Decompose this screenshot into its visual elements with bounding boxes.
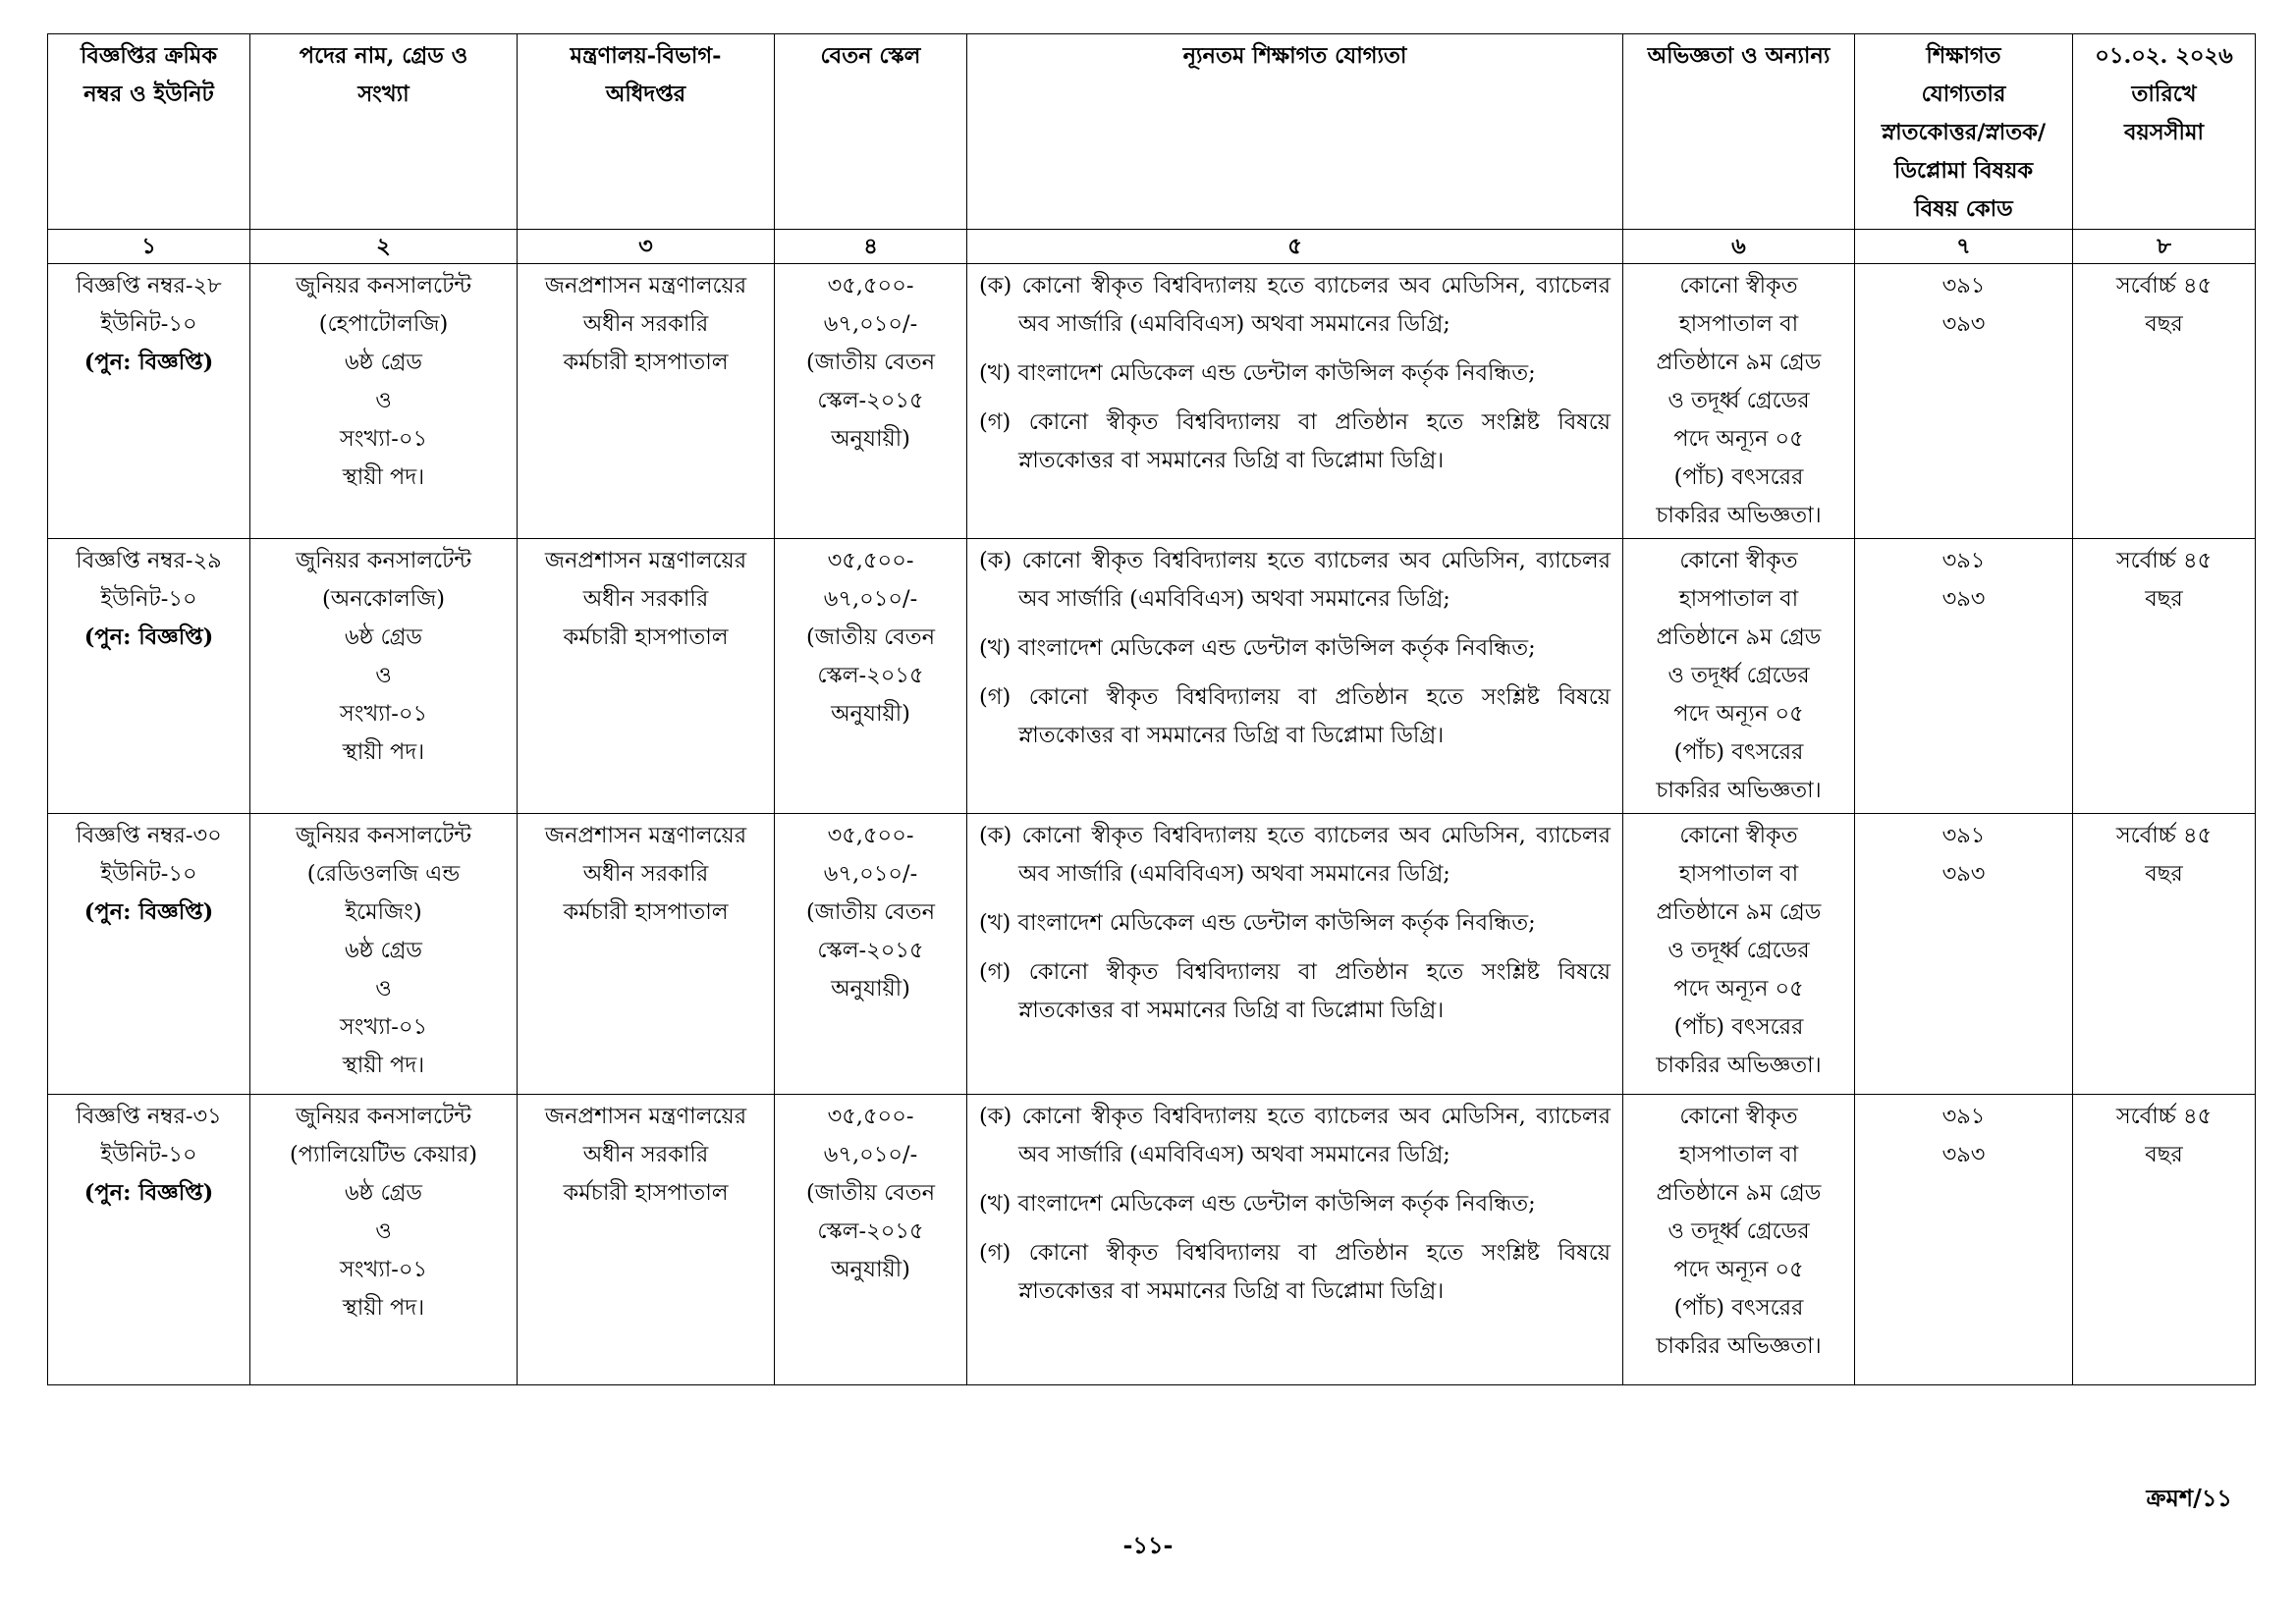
- table-row: [48, 264, 2256, 539]
- column-number: ৭: [1855, 230, 2073, 264]
- notice-cell: বিজ্ঞপ্তি নম্বর-২৮ ইউনিট-১০ (পুন: বিজ্ঞপ্তি): [48, 264, 250, 539]
- qualification-item: (খ) বাংলাদেশ মেডিকেল এন্ড ডেন্টাল কাউন্সিল কর্তৃক নিবন্ধিত;: [979, 1191, 1536, 1217]
- qualification-item: (ক) কোনো স্বীকৃত বিশ্ববিদ্যালয় হতে ব্যাচেলর অব মেডিসিন, ব্যাচেলর অব সার্জারি (এমবিবিএস) অথবা সমমানের ডিগ্রি;: [979, 548, 1611, 612]
- qualification-item: (ক) কোনো স্বীকৃত বিশ্ববিদ্যালয় হতে ব্যাচেলর অব মেডিসিন, ব্যাচেলর অব সার্জারি (এমবিবিএস) অথবা সমমানের ডিগ্রি;: [979, 823, 1611, 887]
- ministry-cell: জনপ্রশাসন মন্ত্রণালয়ের অধীন সরকারি কর্মচারী হাসপাতাল: [518, 539, 775, 814]
- qualification-item: (ক) কোনো স্বীকৃত বিশ্ববিদ্যালয় হতে ব্যাচেলর অব মেডিসিন, ব্যাচেলর অব সার্জারি (এমবিবিএস) অথবা সমমানের ডিগ্রি;: [979, 1104, 1611, 1167]
- column-number: ৩: [518, 230, 775, 264]
- ministry-cell: জনপ্রশাসন মন্ত্রণালয়ের অধীন সরকারি কর্মচারী হাসপাতাল: [518, 1095, 775, 1385]
- ministry-cell: জনপ্রশাসন মন্ত্রণালয়ের অধীন সরকারি কর্মচারী হাসপাতাল: [518, 814, 775, 1095]
- post-cell: জুনিয়র কনসালটেন্ট (হেপাটোলজি) ৬ষ্ঠ গ্রেড ও সংখ্যা-০১ স্থায়ী পদ।: [250, 264, 518, 539]
- column-number-row: [48, 230, 2256, 264]
- header-experience: অভিজ্ঞতা ও অন্যান্য: [1623, 34, 1855, 230]
- pay-scale-cell: ৩৫,৫০০- ৬৭,০১০/- (জাতীয় বেতন স্কেল-২০১৫ অনুযায়ী): [775, 539, 967, 814]
- pay-scale-cell: ৩৫,৫০০- ৬৭,০১০/- (জাতীয় বেতন স্কেল-২০১৫ অনুযায়ী): [775, 264, 967, 539]
- experience-cell: কোনো স্বীকৃত হাসপাতাল বা প্রতিষ্ঠানে ৯ম গ্রেড ও তদূর্ধ্ব গ্রেডের পদে অন্যূন ০৫ (পাঁচ) বৎসরের চাকরির অভিজ্ঞতা।: [1623, 814, 1855, 1095]
- column-number: ৮: [2073, 230, 2256, 264]
- age-limit-cell: সর্বোর্চ্চ ৪৫ বছর: [2073, 539, 2256, 814]
- qualification-cell: [967, 264, 1623, 539]
- page-number: -১১-: [1122, 1531, 1174, 1559]
- qualification-cell: [967, 814, 1623, 1095]
- qualification-item: (গ) কোনো স্বীকৃত বিশ্ববিদ্যালয় বা প্রতিষ্ঠান হতে সংশ্লিষ্ট বিষয়ে স্নাতকোত্তর বা সমমানের ডিগ্রি বা ডিপ্লোমা ডিগ্রি।: [979, 1240, 1611, 1304]
- post-cell: জুনিয়র কনসালটেন্ট (রেডিওলজি এন্ড ইমেজিং) ৬ষ্ঠ গ্রেড ও সংখ্যা-০১ স্থায়ী পদ।: [250, 814, 518, 1095]
- column-number: ৪: [775, 230, 967, 264]
- post-cell: জুনিয়র কনসালটেন্ট (প্যালিয়েটিভ কেয়ার) ৬ষ্ঠ গ্রেড ও সংখ্যা-০১ স্থায়ী পদ।: [250, 1095, 518, 1385]
- notice-cell: বিজ্ঞপ্তি নম্বর-২৯ ইউনিট-১০ (পুন: বিজ্ঞপ্তি): [48, 539, 250, 814]
- subject-code-cell: ৩৯১ ৩৯৩: [1855, 539, 2073, 814]
- qualification-item: (ক) কোনো স্বীকৃত বিশ্ববিদ্যালয় হতে ব্যাচেলর অব মেডিসিন, ব্যাচেলর অব সার্জারি (এমবিবিএস) অথবা সমমানের ডিগ্রি;: [979, 273, 1611, 337]
- table-row: [48, 814, 2256, 1095]
- qualification-cell: [967, 539, 1623, 814]
- experience-cell: কোনো স্বীকৃত হাসপাতাল বা প্রতিষ্ঠানে ৯ম গ্রেড ও তদূর্ধ্ব গ্রেডের পদে অন্যূন ০৫ (পাঁচ) বৎসরের চাকরির অভিজ্ঞতা।: [1623, 1095, 1855, 1385]
- qualification-item: (খ) বাংলাদেশ মেডিকেল এন্ড ডেন্টাল কাউন্সিল কর্তৃক নিবন্ধিত;: [979, 910, 1536, 936]
- qualification-item: (গ) কোনো স্বীকৃত বিশ্ববিদ্যালয় বা প্রতিষ্ঠান হতে সংশ্লিষ্ট বিষয়ে স্নাতকোত্তর বা সমমানের ডিগ্রি বা ডিপ্লোমা ডিগ্রি।: [979, 959, 1611, 1023]
- table-row: [48, 1095, 2256, 1385]
- age-limit-cell: সর্বোর্চ্চ ৪৫ বছর: [2073, 264, 2256, 539]
- header-row: [48, 34, 2256, 230]
- subject-code-cell: ৩৯১ ৩৯৩: [1855, 264, 2073, 539]
- header-qualification: ন্যূনতম শিক্ষাগত যোগ্যতা: [967, 34, 1623, 230]
- experience-cell: কোনো স্বীকৃত হাসপাতাল বা প্রতিষ্ঠানে ৯ম গ্রেড ও তদূর্ধ্ব গ্রেডের পদে অন্যূন ০৫ (পাঁচ) বৎসরের চাকরির অভিজ্ঞতা।: [1623, 539, 1855, 814]
- ministry-cell: জনপ্রশাসন মন্ত্রণালয়ের অধীন সরকারি কর্মচারী হাসপাতাল: [518, 264, 775, 539]
- qualification-item: (খ) বাংলাদেশ মেডিকেল এন্ড ডেন্টাল কাউন্সিল কর্তৃক নিবন্ধিত;: [979, 635, 1536, 661]
- qualification-item: (গ) কোনো স্বীকৃত বিশ্ববিদ্যালয় বা প্রতিষ্ঠান হতে সংশ্লিষ্ট বিষয়ে স্নাতকোত্তর বা সমমানের ডিগ্রি বা ডিপ্লোমা ডিগ্রি।: [979, 409, 1611, 473]
- pay-scale-cell: ৩৫,৫০০- ৬৭,০১০/- (জাতীয় বেতন স্কেল-২০১৫ অনুযায়ী): [775, 814, 967, 1095]
- pay-scale-cell: ৩৫,৫০০- ৬৭,০১০/- (জাতীয় বেতন স্কেল-২০১৫ অনুযায়ী): [775, 1095, 967, 1385]
- column-number: ৫: [967, 230, 1623, 264]
- notice-cell: বিজ্ঞপ্তি নম্বর-৩১ ইউনিট-১০ (পুন: বিজ্ঞপ্তি): [48, 1095, 250, 1385]
- column-number: ১: [48, 230, 250, 264]
- header-age-limit: ০১.০২. ২০২৬ তারিখে বয়সসীমা: [2073, 34, 2256, 230]
- header-ministry: মন্ত্রণালয়-বিভাগ- অধিদপ্তর: [518, 34, 775, 230]
- age-limit-cell: সর্বোর্চ্চ ৪৫ বছর: [2073, 1095, 2256, 1385]
- qualification-cell: [967, 1095, 1623, 1385]
- qualification-item: (খ) বাংলাদেশ মেডিকেল এন্ড ডেন্টাল কাউন্সিল কর্তৃক নিবন্ধিত;: [979, 360, 1536, 386]
- subject-code-cell: ৩৯১ ৩৯৩: [1855, 1095, 2073, 1385]
- experience-cell: কোনো স্বীকৃত হাসপাতাল বা প্রতিষ্ঠানে ৯ম গ্রেড ও তদূর্ধ্ব গ্রেডের পদে অন্যূন ০৫ (পাঁচ) বৎসরের চাকরির অভিজ্ঞতা।: [1623, 264, 1855, 539]
- age-limit-cell: সর্বোর্চ্চ ৪৫ বছর: [2073, 814, 2256, 1095]
- notice-cell: বিজ্ঞপ্তি নম্বর-৩০ ইউনিট-১০ (পুন: বিজ্ঞপ্তি): [48, 814, 250, 1095]
- header-post-grade: পদের নাম, গ্রেড ও সংখ্যা: [250, 34, 518, 230]
- header-subject-code: শিক্ষাগত যোগ্যতার স্নাতকোত্তর/স্নাতক/ ডিপ্লোমা বিষয়ক বিষয় কোড: [1855, 34, 2073, 230]
- qualification-item: (গ) কোনো স্বীকৃত বিশ্ববিদ্যালয় বা প্রতিষ্ঠান হতে সংশ্লিষ্ট বিষয়ে স্নাতকোত্তর বা সমমানের ডিগ্রি বা ডিপ্লোমা ডিগ্রি।: [979, 684, 1611, 748]
- column-number: ২: [250, 230, 518, 264]
- continued-marker: ক্রমশ/১১: [2146, 1484, 2232, 1512]
- post-cell: জুনিয়র কনসালটেন্ট (অনকোলজি) ৬ষ্ঠ গ্রেড ও সংখ্যা-০১ স্থায়ী পদ।: [250, 539, 518, 814]
- subject-code-cell: ৩৯১ ৩৯৩: [1855, 814, 2073, 1095]
- header-notice-unit: বিজ্ঞপ্তির ক্রমিক নম্বর ও ইউনিট: [48, 34, 250, 230]
- header-pay-scale: বেতন স্কেল: [775, 34, 967, 230]
- recruitment-table: [47, 33, 2256, 1385]
- column-number: ৬: [1623, 230, 1855, 264]
- table-row: [48, 539, 2256, 814]
